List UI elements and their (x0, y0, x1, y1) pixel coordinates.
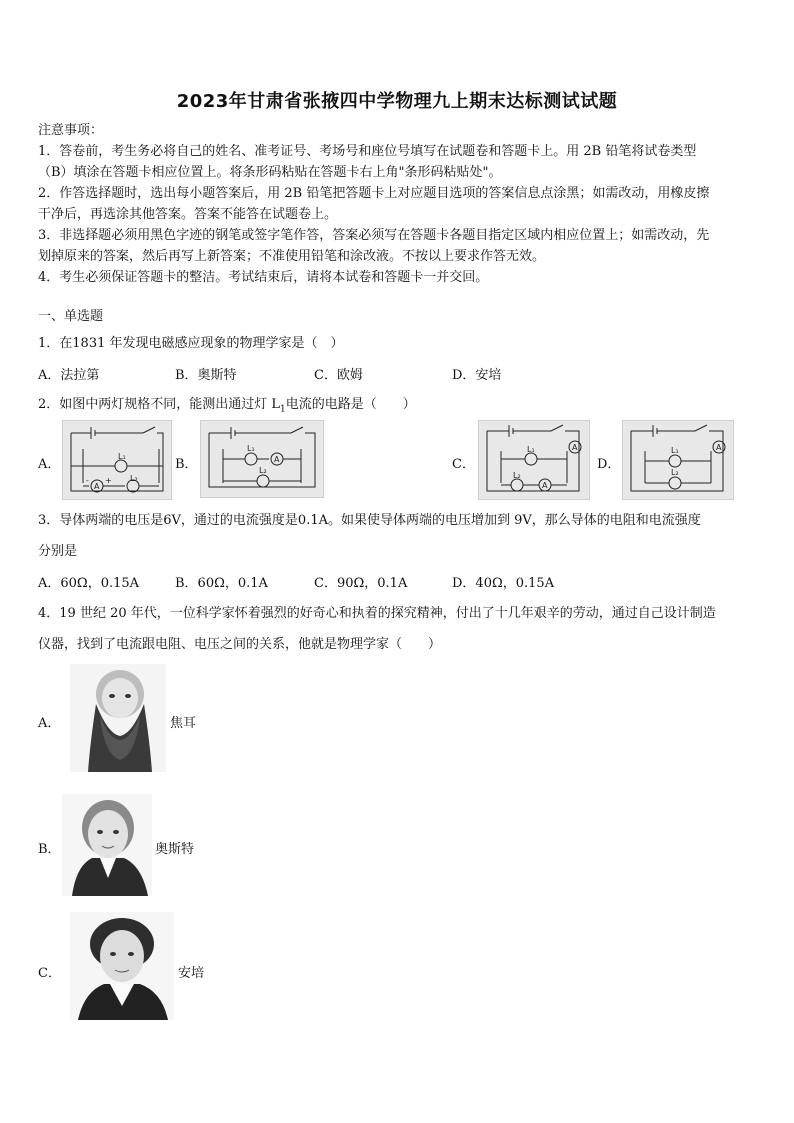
portrait-joule-svg (70, 664, 166, 772)
q3-option-d[interactable]: D．40Ω，0.15A (452, 576, 555, 591)
circuit-diagram-d[interactable] (622, 420, 734, 500)
circuit-b-svg (201, 421, 323, 497)
circuit-ammeter-symbol: A (94, 482, 100, 491)
circuit-d-svg (623, 421, 733, 499)
q3-option-c[interactable]: C．90Ω，0.1A (314, 576, 408, 591)
portrait-joule[interactable] (70, 664, 166, 772)
notice-line: （B）填涂在答题卡相应位置上。将条形码粘贴在答题卡右上角"条形码粘贴处"。 (38, 165, 502, 180)
question-1-stem: 1．在1831 年发现电磁感应现象的物理学家是（ ） (38, 336, 344, 351)
circuit-ammeter-symbol: A (572, 443, 578, 452)
circuit-label-l1: L₁ (247, 444, 255, 453)
notice-line: 4．考生必须保证答题卡的整洁。考试结束后，请将本试卷和答题卡一并交回。 (38, 270, 489, 285)
q1-option-d[interactable]: D．安培 (452, 368, 502, 383)
circuit-ammeter-symbol: A (274, 455, 280, 464)
q2-option-c-label[interactable]: C． (452, 457, 475, 472)
question-3-stem-cont: 分别是 (38, 544, 78, 559)
portrait-ampere-svg (70, 912, 174, 1020)
q4-option-b-label[interactable]: B． (38, 842, 61, 857)
circuit-diagram-c[interactable] (478, 420, 590, 500)
circuit-label-l1: L₁ (527, 445, 535, 454)
notice-line: 1．答卷前，考生务必将自己的姓名、准考证号、考场号和座位号填写在试题卷和答题卡上。用 2B 铅笔将试卷类型 (38, 144, 697, 159)
page-title: 2023年甘肃省张掖四中学物理九上期末达标测试试题 (176, 91, 618, 112)
circuit-label-l2: L₂ (130, 474, 138, 483)
q2-stem-part: 2．如图中两灯规格不同，能测出通过灯 L (38, 397, 281, 412)
circuit-a-svg (63, 421, 171, 499)
q3-option-b[interactable]: B．60Ω，0.1A (175, 576, 268, 591)
q4-option-b-name: 奥斯特 (155, 842, 195, 857)
portrait-ampere[interactable] (70, 912, 174, 1020)
notice-line: 划掉原来的答案，然后再写上新答案；不准使用铅笔和涂改液。不按以上要求作答无效。 (38, 249, 546, 264)
circuit-label-l2: L₂ (513, 471, 521, 480)
circuit-plus-sign: + (105, 476, 112, 485)
q2-stem-subscript: 1 (280, 404, 286, 415)
q2-option-a-label[interactable]: A． (38, 457, 61, 472)
q4-option-c-name: 安培 (178, 966, 205, 981)
circuit-label-l2: L₂ (259, 466, 267, 475)
notice-line: 2．作答选择题时，选出每小题答案后，用 2B 铅笔把答题卡上对应题目选项的答案信息点涂黑；如需改动，用橡皮擦 (38, 186, 710, 201)
q1-option-a[interactable]: A．法拉第 (38, 368, 100, 383)
q4-option-a-name: 焦耳 (170, 716, 197, 731)
circuit-ammeter-symbol: A (542, 481, 548, 490)
q1-option-b[interactable]: B．奥斯特 (175, 368, 237, 383)
q1-option-c[interactable]: C．欧姆 (314, 368, 363, 383)
circuit-label-l1: L₁ (118, 452, 126, 461)
circuit-minus-sign: - (86, 476, 89, 485)
circuit-ammeter-symbol: A (716, 443, 722, 452)
q3-option-a[interactable]: A．60Ω，0.15A (38, 576, 140, 591)
question-4-stem-cont: 仪器，找到了电流跟电阻、电压之间的关系，他就是物理学家（ ） (38, 637, 442, 652)
question-3-stem: 3．导体两端的电压是6V，通过的电流强度是0.1A。如果使导体两端的电压增加到 9V，那么导体的电阻和电流强度 (38, 513, 701, 528)
circuit-label-l2: L₂ (671, 468, 679, 477)
circuit-diagram-b[interactable] (200, 420, 324, 498)
notice-line: 3．非选择题必须用黑色字迹的钢笔或签字笔作答，答案必须写在答题卡各题目指定区域内相应位置上；如需改动，先 (38, 228, 710, 243)
circuit-c-svg (479, 421, 589, 499)
q2-option-d-label[interactable]: D． (597, 457, 621, 472)
question-2-stem (38, 394, 758, 421)
portrait-oersted-svg (62, 794, 152, 896)
q4-option-a-label[interactable]: A． (38, 716, 61, 731)
section-heading: 一、单选题 (38, 309, 104, 324)
notice-heading: 注意事项： (38, 123, 104, 138)
q2-option-b-label[interactable]: B． (175, 457, 198, 472)
question-4-stem: 4．19 世纪 20 年代，一位科学家怀着强烈的好奇心和执着的探究精神，付出了十几年艰辛的劳动，通过自己设计制造 (38, 606, 716, 621)
q4-option-c-label[interactable]: C． (38, 966, 61, 981)
circuit-diagram-a[interactable] (62, 420, 172, 500)
q2-stem-part: 电流的电路是（ ） (285, 397, 416, 412)
circuit-label-l1: L₁ (671, 446, 679, 455)
notice-line: 干净后，再选涂其他答案。答案不能答在试题卷上。 (38, 207, 338, 222)
portrait-oersted[interactable] (62, 794, 152, 896)
